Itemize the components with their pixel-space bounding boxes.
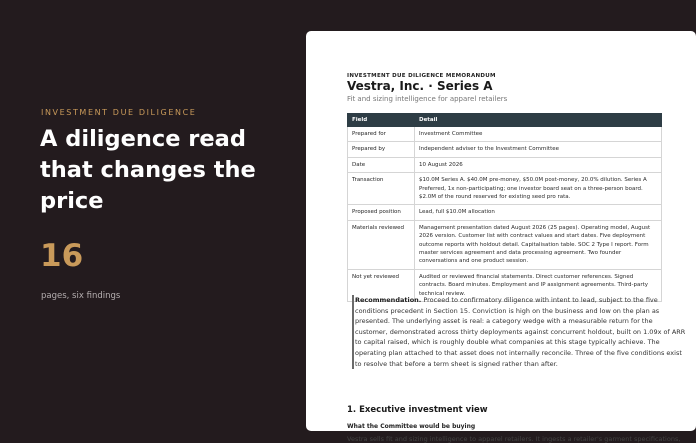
table-cell-detail: Lead, full $10.0M allocation bbox=[415, 205, 662, 220]
page-count-stat: 16 bbox=[40, 238, 84, 274]
body-paragraph: Vestra sells fit and sizing intelligence to apparel retailers. It ingests a retailer's garment specifications, bbox=[347, 435, 681, 443]
memo-document[interactable] bbox=[306, 31, 696, 443]
hero-headline: A diligence read that changes the price bbox=[40, 126, 256, 214]
memo-summary-table bbox=[347, 113, 662, 302]
table-header-field: Field bbox=[348, 114, 415, 127]
table-cell-field: Prepared for bbox=[348, 127, 415, 142]
page-count-caption: pages, six findings bbox=[41, 291, 121, 301]
table-cell-detail: $10.0M Series A. $40.0M pre-money, $50.0M post-money, 20.0% dilution. Series A Preferred, 1x non-participating; one investor board seat on a three-person board. $2.0M of the round reserved for existing seed pro rata. bbox=[415, 173, 662, 205]
table-cell-field: Proposed position bbox=[348, 205, 415, 220]
table-cell-detail: Investment Committee bbox=[415, 127, 662, 142]
table-row bbox=[348, 127, 662, 142]
table-cell-detail: Management presentation dated August 2026 (25 pages). Operating model, August 2026 version. Customer list with contract values and start dates. Five deployment outcome reports with holdout detail. Capitalisation table. SOC 2 Type I report. Form master services agreement and data processing agreement. Two founder conversations and one product session. bbox=[415, 220, 662, 269]
table-cell-field: Prepared by bbox=[348, 142, 415, 157]
table-cell-field: Not yet reviewed bbox=[348, 269, 415, 301]
table-header-detail: Detail bbox=[415, 114, 662, 127]
table-row bbox=[348, 205, 662, 220]
table-cell-field: Transaction bbox=[348, 173, 415, 205]
memo-eyebrow: INVESTMENT DUE DILIGENCE MEMORANDUM bbox=[347, 73, 496, 79]
section-heading: 1. Executive investment view bbox=[347, 405, 488, 415]
table-cell-detail: Independent adviser to the Investment Committee bbox=[415, 142, 662, 157]
hero-eyebrow: INVESTMENT DUE DILIGENCE bbox=[41, 108, 197, 117]
table-row bbox=[348, 157, 662, 172]
table-cell-field: Materials reviewed bbox=[348, 220, 415, 269]
table-row bbox=[348, 173, 662, 205]
recommendation-text: Proceed to confirmatory diligence with intent to lead, subject to the five conditions precedent in Section 15. Conviction is high on the business and low on the plan as presented. The underlying asset is real: a category wedge with a measurable return for the customer, demonstrated across thirty deployments against concurrent holdout, built on 1.09x of ARR to capital raised, which is roughly double what companies at this stage typically achieve. The operating plan attached to that asset does not internally reconcile. Three of the five conditions exist to resolve that before a term sheet is signed rather than after. bbox=[355, 296, 686, 368]
recommendation-label: Recommendation. bbox=[355, 296, 422, 304]
table-row bbox=[348, 142, 662, 157]
table-cell-detail: Audited or reviewed financial statements. Direct customer references. Signed contracts. Board minutes. Employment and IP assignment agreements. Third-party technical review. bbox=[415, 269, 662, 301]
memo-subtitle: Fit and sizing intelligence for apparel retailers bbox=[347, 95, 508, 103]
recommendation-callout bbox=[352, 295, 687, 369]
memo-title: Vestra, Inc. · Series A bbox=[347, 79, 493, 93]
table-cell-field: Date bbox=[348, 157, 415, 172]
table-row bbox=[348, 220, 662, 269]
subsection-heading: What the Committee would be buying bbox=[347, 423, 476, 430]
table-header-row bbox=[348, 114, 662, 127]
table-cell-detail: 10 August 2026 bbox=[415, 157, 662, 172]
